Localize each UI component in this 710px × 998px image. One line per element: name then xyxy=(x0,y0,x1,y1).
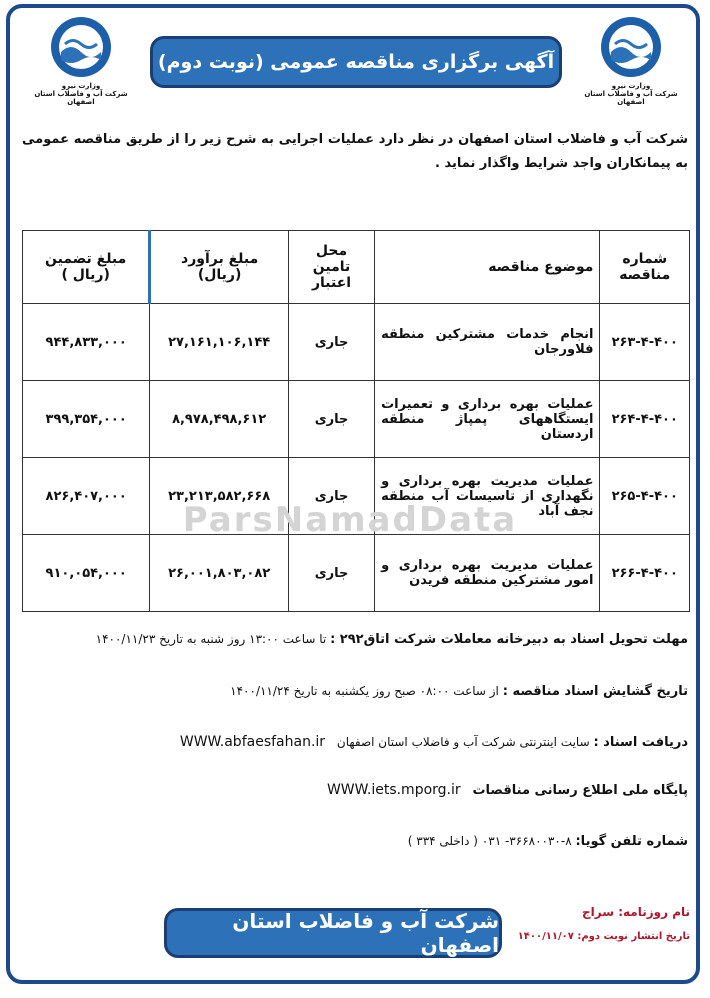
cell-guarantee: ۹۱۰,۰۵۴,۰۰۰ xyxy=(23,535,150,612)
opening-label: تاریخ گشایش اسناد مناقصه : xyxy=(502,684,688,699)
logo-left xyxy=(26,14,136,114)
opening-date xyxy=(22,684,688,699)
header-subject: موضوع مناقصه xyxy=(375,231,600,304)
opening-value: از ساعت ۰۸:۰۰ صبح روز یکشنبه به تاریخ ۱۴۰۰/۱۱/۲۴ xyxy=(230,684,499,698)
cell-estimate: ۲۷,۱۶۱,۱۰۶,۱۴۴ xyxy=(150,304,289,381)
delivery-value: تا ساعت ۱۳:۰۰ روز شنبه به تاریخ ۱۴۰۰/۱۱/۲۳ xyxy=(95,632,327,646)
table-row xyxy=(23,535,690,612)
publish-date: تاریخ انتشار نوبت دوم: ۱۴۰۰/۱۱/۰۷ xyxy=(517,931,690,942)
logo-right-line1: وزارت نیرو xyxy=(611,82,651,90)
header-guarantee: مبلغ تضمین (ریال ) xyxy=(23,231,150,304)
national-portal xyxy=(22,782,688,798)
cell-source: جاری xyxy=(288,304,374,381)
tender-table xyxy=(22,230,690,612)
cell-subject: انجام خدمات مشترکین منطقه فلاورجان xyxy=(375,304,600,381)
table-row xyxy=(23,304,690,381)
table-row xyxy=(23,381,690,458)
cell-number: ۲۶۶-۴-۴۰۰ xyxy=(600,535,690,612)
receive-value: سایت اینترنتی شرکت آب و فاضلاب استان اصفهان xyxy=(336,735,590,749)
cell-source: جاری xyxy=(288,535,374,612)
cell-number: ۲۶۴-۴-۴۰۰ xyxy=(600,381,690,458)
newspaper-name: نام روزنامه: سراج xyxy=(582,905,690,919)
cell-guarantee: ۸۲۶,۴۰۷,۰۰۰ xyxy=(23,458,150,535)
phone-label: شماره تلفن گویا: xyxy=(575,834,688,849)
cell-number: ۲۶۵-۴-۴۰۰ xyxy=(600,458,690,535)
logo-left-line2: شرکت آب و فاضلاب استان اصفهان xyxy=(34,90,128,106)
logo-left-line1: وزارت نیرو xyxy=(61,82,101,90)
cell-source: جاری xyxy=(288,381,374,458)
delivery-deadline xyxy=(22,632,688,647)
cell-estimate: ۲۶,۰۰۱,۸۰۳,۰۸۲ xyxy=(150,535,289,612)
header-estimate: مبلغ برآورد (ریال) xyxy=(150,231,289,304)
phone-info xyxy=(22,834,688,849)
header-source: محل تامین اعتبار xyxy=(288,231,374,304)
cell-estimate: ۲۳,۲۱۳,۵۸۲,۶۶۸ xyxy=(150,458,289,535)
receive-url-link[interactable]: WWW.abfaesfahan.ir xyxy=(179,734,326,750)
logo-right xyxy=(576,14,686,114)
footer-banner: شرکت آب و فاضلاب استان اصفهان xyxy=(164,908,502,958)
cell-source: جاری xyxy=(288,458,374,535)
watermark: ParsNamadData xyxy=(182,500,518,540)
table-header-row xyxy=(23,231,690,304)
cell-guarantee: ۳۹۹,۳۵۴,۰۰۰ xyxy=(23,381,150,458)
cell-subject: عملیات مدیریت بهره برداری و امور مشترکین منطقه فریدن xyxy=(375,535,600,612)
document-receipt xyxy=(22,734,688,750)
newspaper-info xyxy=(470,905,690,942)
header-number: شماره مناقصه xyxy=(600,231,690,304)
cell-subject: عملیات مدیریت بهره برداری و نگهداری از تاسیسات آب منطقه نجف آباد xyxy=(375,458,600,535)
cell-number: ۲۶۳-۴-۴۰۰ xyxy=(600,304,690,381)
portal-label: پایگاه ملی اطلاع رسانی مناقصات xyxy=(472,783,688,798)
portal-url-link[interactable]: WWW.iets.mporg.ir xyxy=(326,782,461,798)
logo-right-line2: شرکت آب و فاضلاب استان اصفهان xyxy=(584,90,678,106)
water-drop-logo-icon xyxy=(48,14,114,80)
intro-text: شرکت آب و فاضلاب استان اصفهان در نظر دارد عملیات اجرایی به شرح زیر را از طریق مناقصه عمومی به پیمانکاران واجد شرایط واگذار نماید . xyxy=(22,132,688,171)
cell-estimate: ۸,۹۷۸,۴۹۸,۶۱۲ xyxy=(150,381,289,458)
receive-label: دریافت اسناد : xyxy=(593,735,688,750)
water-drop-logo-icon xyxy=(598,14,664,80)
cell-subject: عملیات بهره برداری و تعمیرات ایستگاههای پمپاژ منطقه اردستان xyxy=(375,381,600,458)
page-title: آگهی برگزاری مناقصه عمومی (نوبت دوم) xyxy=(150,36,562,88)
phone-value: ۸-۳۶۶۸۰۰۳۰- ۰۳۱ ( داخلی ۳۳۴ ) xyxy=(407,834,572,848)
delivery-label: مهلت تحویل اسناد به دبیرخانه معاملات شرکت اتاق۲۹۲ : xyxy=(330,632,688,647)
cell-guarantee: ۹۴۴,۸۳۳,۰۰۰ xyxy=(23,304,150,381)
